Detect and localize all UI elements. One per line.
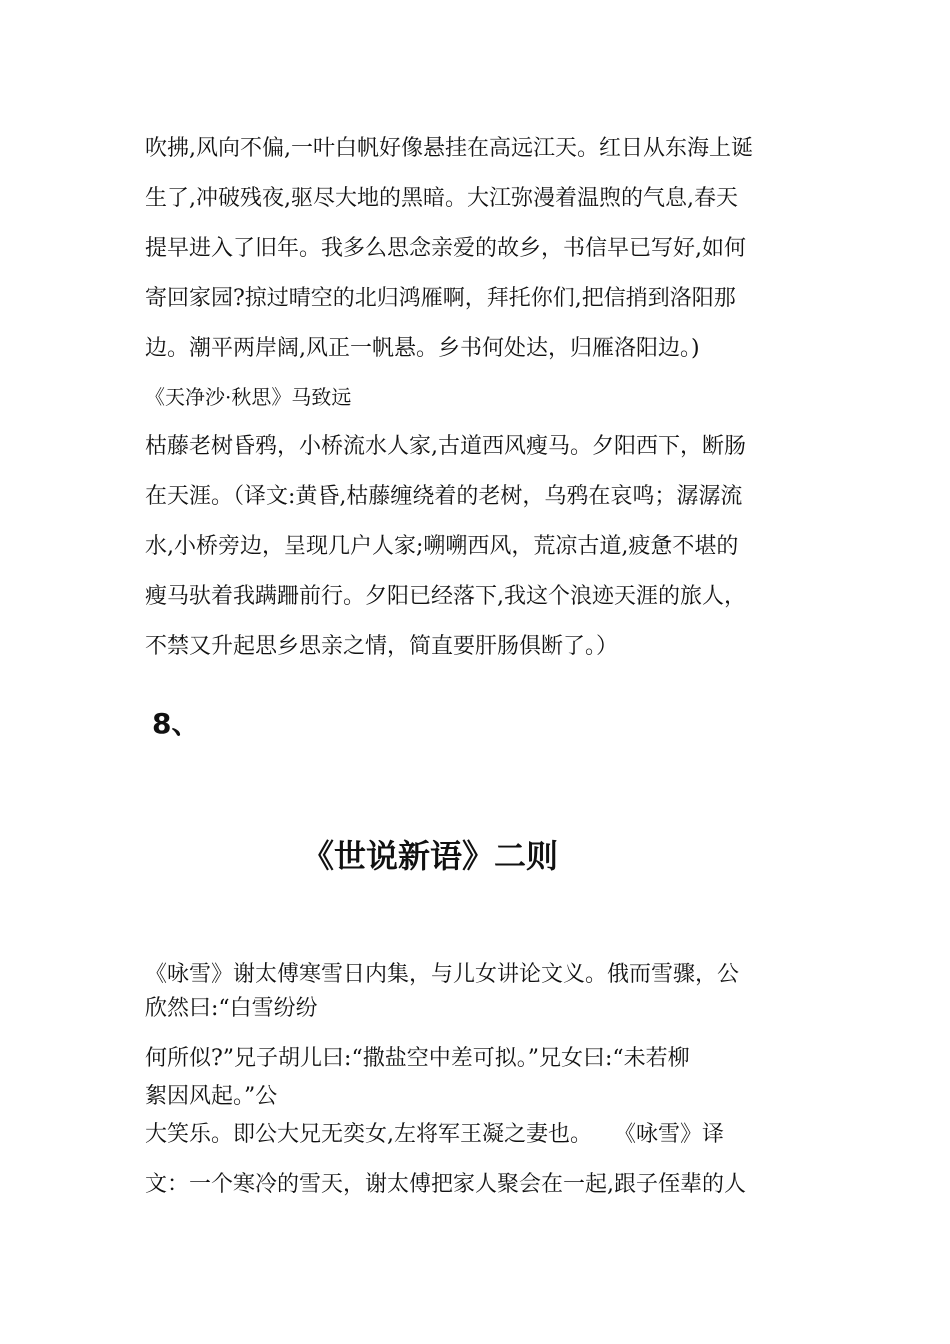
text-line: 枯藤老树昏鸦，小桥流水人家,古道西风瘦马。夕阳西下，断肠 bbox=[145, 434, 746, 459]
text-line: 不禁又升起思乡思亲之情，简直要肝肠俱断了。） bbox=[145, 634, 619, 659]
text-line: 瘦马驮着我蹒跚前行。夕阳已经落下,我这个浪迹天涯的旅人， bbox=[145, 584, 746, 609]
text-line: 生了,冲破残夜,驱尽大地的黑暗。大江弥漫着温煦的气息,春天 bbox=[145, 186, 738, 211]
text-line: 水,小桥旁边，呈现几户人家;嗍嗍西风，荒凉古道,疲惫不堪的 bbox=[145, 534, 739, 559]
section-number: 8、 bbox=[152, 707, 200, 740]
section-title: 《世说新语》二则 bbox=[301, 837, 558, 875]
text-line: 《咏雪》谢太傅寒雪日内集，与儿女讲论文义。俄而雪骤，公 bbox=[145, 962, 740, 987]
text-line: 边。潮平两岸阔,风正一帆悬。乡书何处达，归雁洛阳边。) bbox=[145, 336, 700, 361]
text-line: 大笑乐。即公大兄无奕女,左将军王凝之妻也。 《咏雪》译 bbox=[145, 1122, 724, 1147]
text-line: 何所似?”兄子胡儿曰:“撒盐空中差可拟。”兄女曰:“未若柳 bbox=[145, 1046, 690, 1071]
text-line: 寄回家园?掠过晴空的北归鸿雁啊，拜托你们,把信捎到洛阳那 bbox=[145, 286, 736, 311]
text-line: 文：一个寒冷的雪天，谢太傅把家人聚会在一起,跟子侄辈的人 bbox=[145, 1172, 746, 1197]
text-line: 在天涯。（译文:黄昏,枯藤缠绕着的老树，乌鸦在哀鸣；潺潺流 bbox=[145, 484, 743, 509]
text-line: 提早进入了旧年。我多么思念亲爱的故乡，书信早已写好,如何 bbox=[145, 236, 746, 261]
poem-title: 《天净沙·秋思》马致远 bbox=[145, 385, 352, 409]
text-line: 吹拂,风向不偏,一叶白帆好像悬挂在高远江天。红日从东海上诞 bbox=[145, 136, 753, 161]
text-line: 欣然曰:“白雪纷纷 bbox=[145, 996, 318, 1021]
text-line: 絮因风起。”公 bbox=[145, 1084, 278, 1109]
